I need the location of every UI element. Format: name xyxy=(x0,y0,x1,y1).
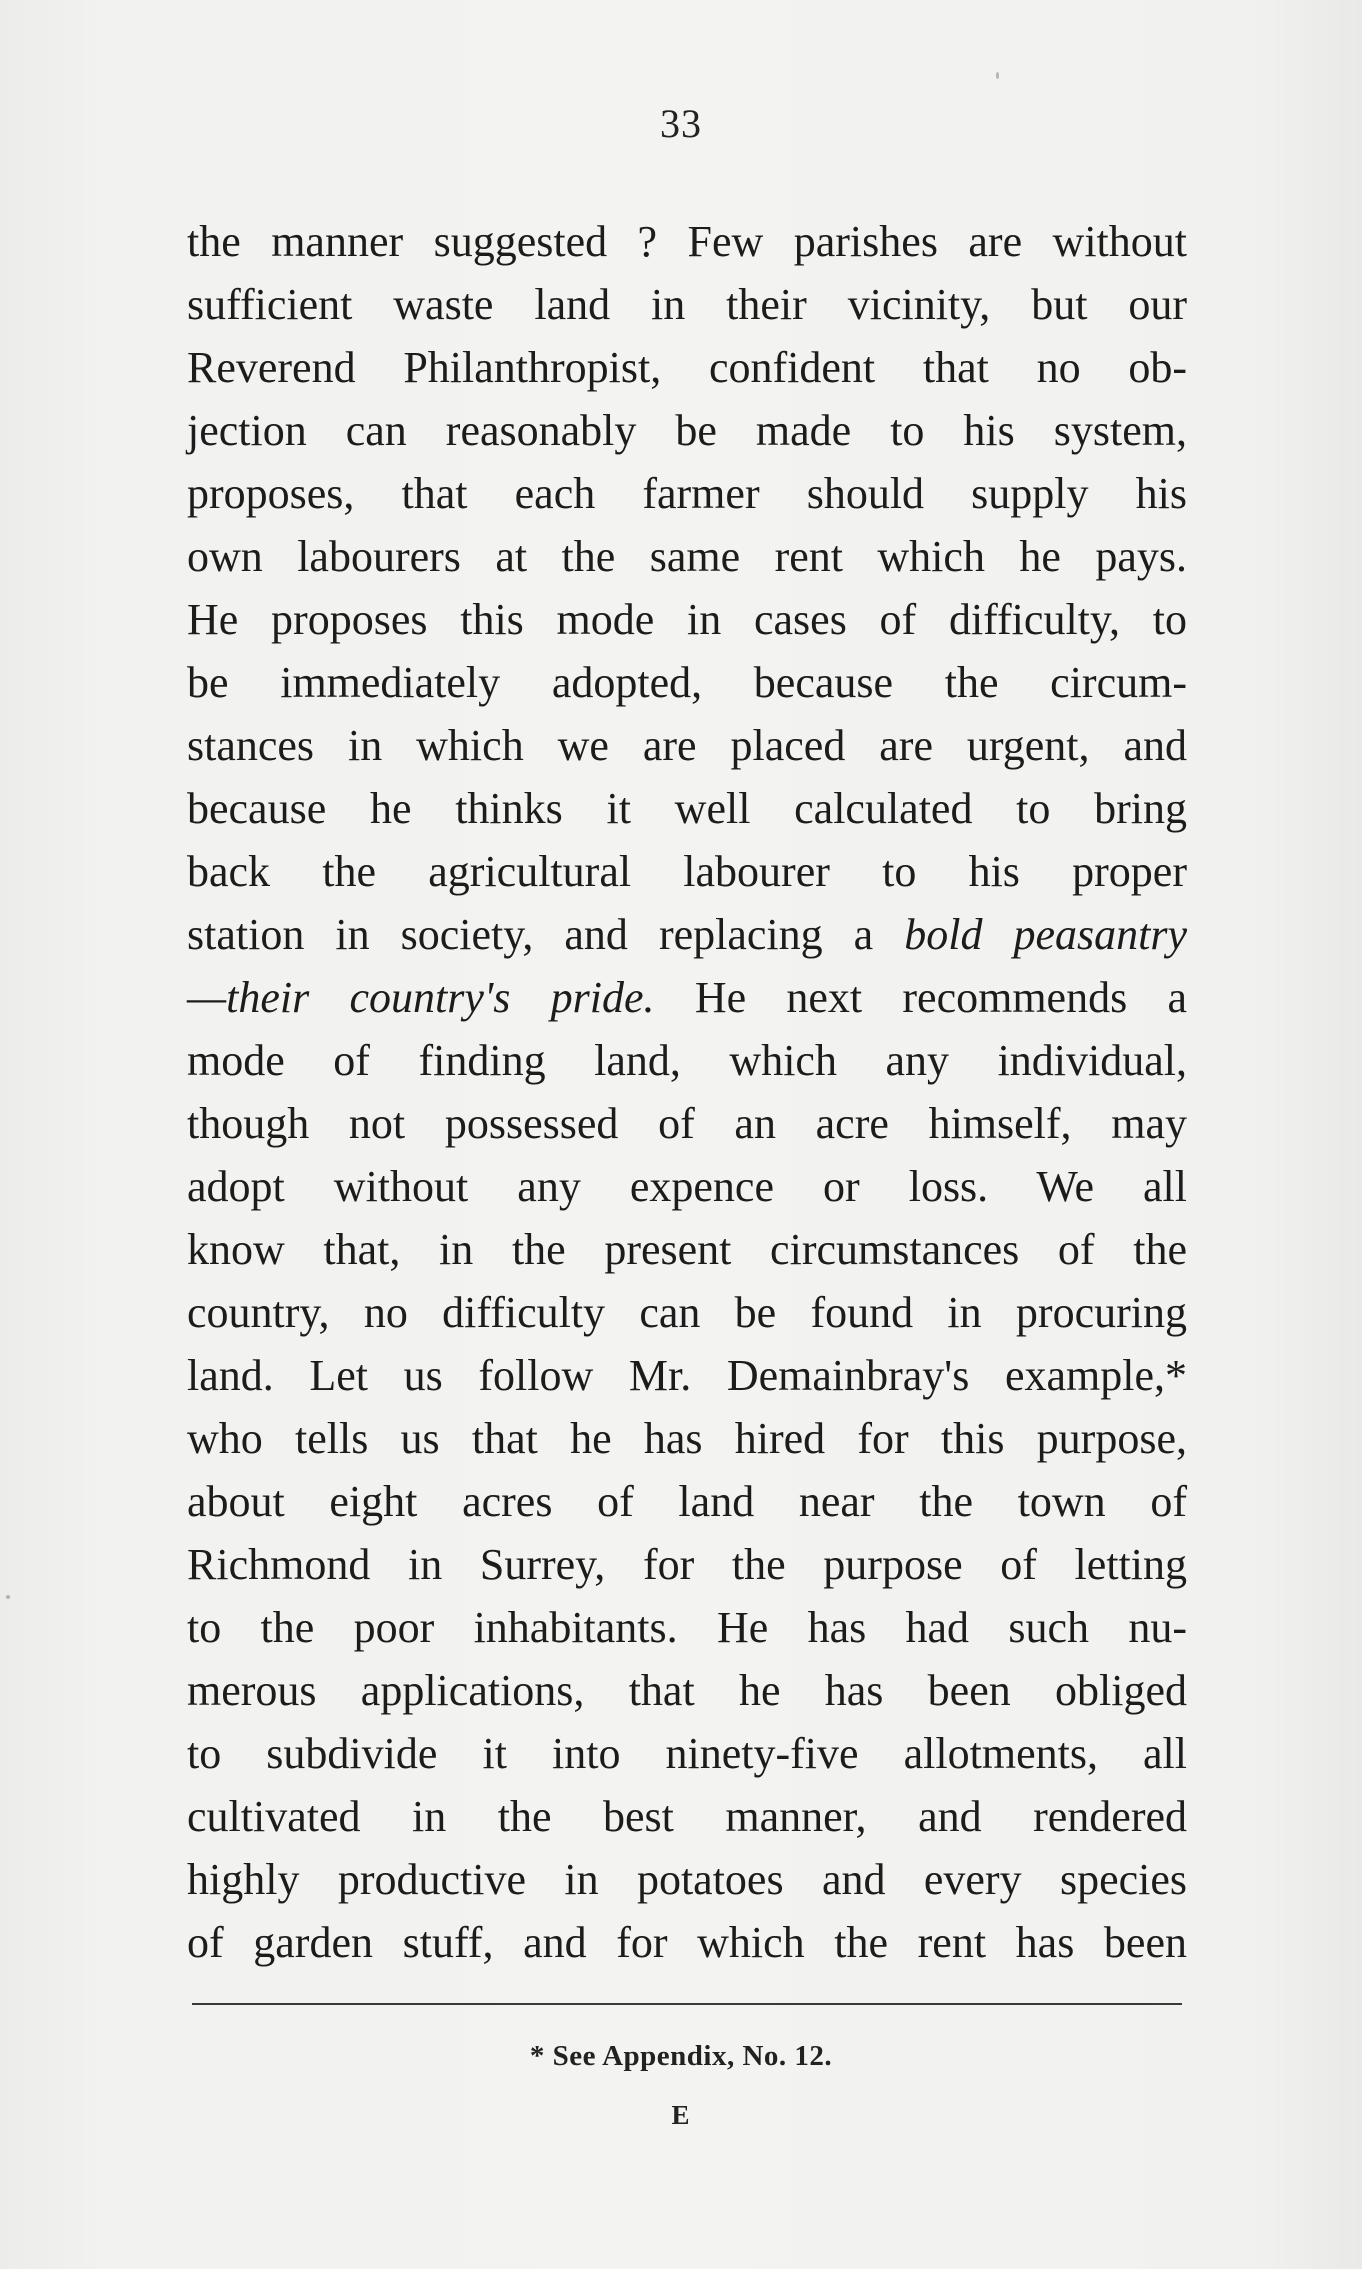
text-line-12 xyxy=(187,903,1187,966)
text-line-1: the manner suggested ? Few parishes are without xyxy=(187,217,1187,266)
text-line-8: be immediately adopted, because the circum- xyxy=(187,658,1187,707)
text-line-18: country, no difficulty can be found in procuring xyxy=(187,1288,1187,1337)
footnote-divider xyxy=(192,2003,1182,2005)
footnote: * See Appendix, No. 12. xyxy=(529,2040,833,2072)
text-line-12-roman: station in society, and replacing a xyxy=(187,910,905,959)
italic-phrase-country-pride: —their country's pride. xyxy=(187,973,655,1022)
text-line-14: mode of finding land, which any individual, xyxy=(187,1036,1187,1085)
text-line-10: because he thinks it well calculated to bring xyxy=(187,784,1187,833)
text-line-2: sufficient waste land in their vicinity, but our xyxy=(187,280,1187,329)
text-line-3: Reverend Philanthropist, confident that no ob- xyxy=(187,343,1187,392)
text-line-6: own labourers at the same rent which he pays. xyxy=(187,532,1187,581)
text-line-28: of garden stuff, and for which the rent has been xyxy=(187,1918,1187,1967)
text-line-23: to the poor inhabitants. He has had such nu- xyxy=(187,1603,1187,1652)
text-line-25: to subdivide it into ninety-five allotments, all xyxy=(187,1729,1187,1778)
text-line-4: jection can reasonably be made to his system, xyxy=(187,406,1187,455)
text-line-19: land. Let us follow Mr. Demainbray's example,* xyxy=(187,1351,1187,1400)
text-line-9: stances in which we are placed are urgent, and xyxy=(187,721,1187,770)
text-line-26: cultivated in the best manner, and rendered xyxy=(187,1792,1187,1841)
italic-phrase-bold-peasantry: bold peasantry xyxy=(904,910,1187,959)
text-line-11: back the agricultural labourer to his proper xyxy=(187,847,1187,896)
page-number: 33 xyxy=(660,101,702,146)
text-line-16: adopt without any expence or loss. We all xyxy=(187,1162,1187,1211)
paper-speck xyxy=(6,1595,10,1599)
text-line-7: He proposes this mode in cases of difficulty, to xyxy=(187,595,1187,644)
body-text xyxy=(187,210,1187,1974)
paper-speck xyxy=(996,72,999,79)
signature-mark: E xyxy=(671,2100,691,2130)
text-line-13 xyxy=(187,966,1187,1029)
text-line-24: merous applications, that he has been obliged xyxy=(187,1666,1187,1715)
text-line-27: highly productive in potatoes and every species xyxy=(187,1855,1187,1904)
text-line-20: who tells us that he has hired for this purpose, xyxy=(187,1414,1187,1463)
text-line-5: proposes, that each farmer should supply his xyxy=(187,469,1187,518)
text-line-15: though not possessed of an acre himself, may xyxy=(187,1099,1187,1148)
text-line-21: about eight acres of land near the town of xyxy=(187,1477,1187,1526)
text-line-22: Richmond in Surrey, for the purpose of letting xyxy=(187,1540,1187,1589)
text-line-13-roman: He next recommends a xyxy=(654,973,1187,1022)
text-line-17: know that, in the present circumstances of the xyxy=(187,1225,1187,1274)
